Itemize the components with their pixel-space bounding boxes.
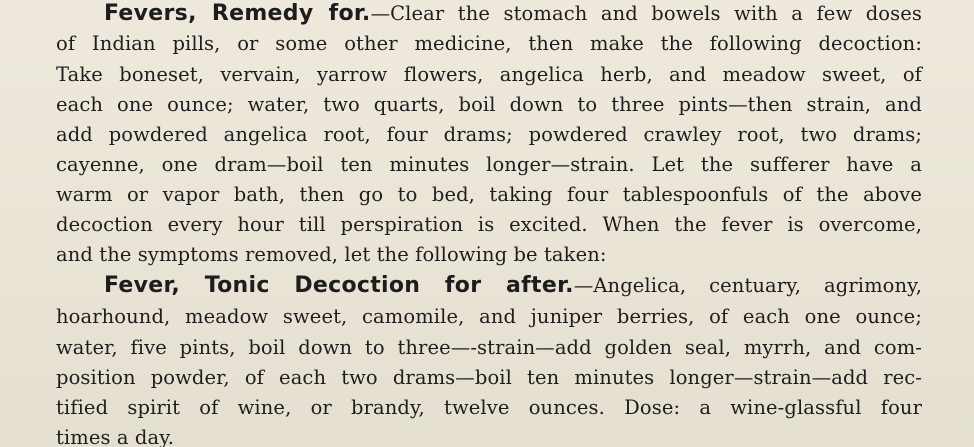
entry-heading-line <box>104 0 922 28</box>
text-line: and the symptoms removed, let the following be taken: <box>56 243 607 266</box>
entry-heading: Fever, Tonic Decoction for after. <box>104 273 574 298</box>
text-line: each one ounce; water, two quarts, boil down to three pints—then strain, and <box>56 93 922 116</box>
text-line: water, five pints, boil down to three—-strain—add golden seal, myrrh, and com- <box>56 336 922 359</box>
text-line: times a day. <box>56 426 175 447</box>
text-line: add powdered angelica root, four drams; powdered crawley root, two drams; <box>56 123 922 146</box>
text-line: Take boneset, vervain, yarrow flowers, angelica herb, and meadow sweet, of <box>56 63 922 86</box>
text-line: warm or vapor bath, then go to bed, taking four tablespoonfuls of the above <box>56 183 922 206</box>
entry-text: —Angelica, centuary, agrimony, <box>573 274 922 297</box>
text-line: tified spirit of wine, or brandy, twelve ounces. Dose: a wine-glassful four <box>56 396 922 419</box>
entry-text: —Clear the stomach and bowels with a few doses <box>370 2 922 25</box>
entry-heading: Fevers, Remedy for. <box>104 1 371 26</box>
text-line: hoarhound, meadow sweet, camomile, and juniper berries, of each one ounce; <box>56 305 922 328</box>
text-line: cayenne, one dram—boil ten minutes longer—strain. Let the sufferer have a <box>56 153 922 176</box>
text-line: decoction every hour till perspiration is excited. When the fever is overcome, <box>56 213 922 236</box>
entry-heading-line <box>104 272 922 300</box>
text-line: of Indian pills, or some other medicine, then make the following decoction: <box>56 32 922 55</box>
text-line: position powder, of each two drams—boil ten minutes longer—strain—add rec- <box>56 366 922 389</box>
